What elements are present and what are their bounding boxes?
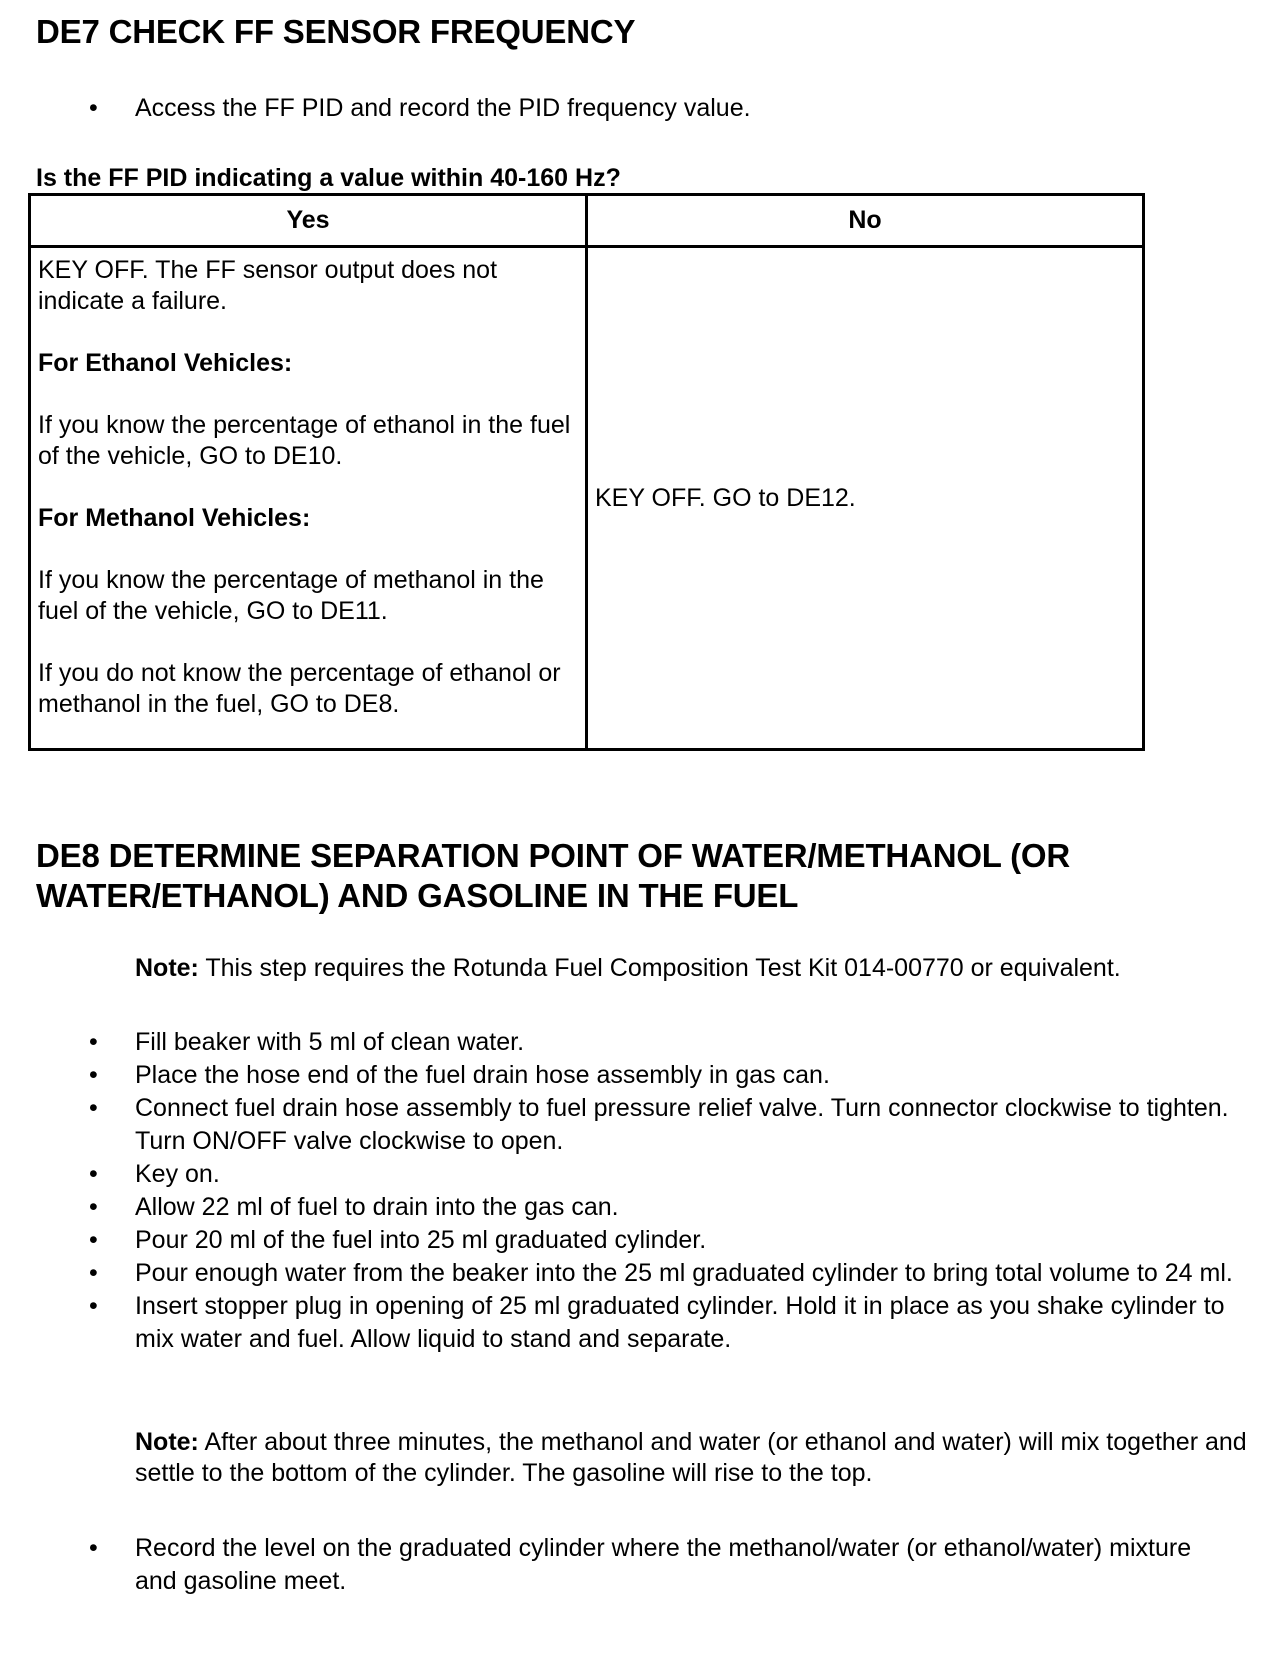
yes-column-header: Yes (30, 195, 587, 247)
yes-cell (30, 247, 587, 750)
list-item-text: Place the hose end of the fuel drain hose assembly in gas can. (135, 1061, 830, 1089)
list-item (0, 1191, 1235, 1224)
list-item (0, 1059, 1235, 1092)
yes-paragraph: If you know the percentage of ethanol in the fuel of the vehicle, GO to DE10. (38, 411, 571, 470)
bullet-icon: • (89, 1061, 98, 1089)
bullet-icon: • (89, 1028, 98, 1056)
table-header-row (30, 195, 1144, 247)
table-row (30, 247, 1144, 750)
note-label: Note: (135, 954, 199, 982)
yes-paragraph: If you know the percentage of methanol in the fuel of the vehicle, GO to DE11. (38, 566, 544, 625)
bullet-icon: • (89, 1094, 98, 1122)
yes-paragraph: If you do not know the percentage of ethanol or methanol in the fuel, GO to DE8. (38, 659, 561, 718)
de8-bullet-list (0, 1026, 1235, 1356)
bullet-icon: • (89, 1534, 98, 1562)
list-item (0, 92, 1235, 125)
no-cell: KEY OFF. GO to DE12. (587, 247, 1144, 750)
bullet-icon: • (89, 1226, 98, 1254)
list-item-text: Allow 22 ml of fuel to drain into the gas can. (135, 1193, 619, 1221)
list-item (0, 1026, 1235, 1059)
de7-heading: DE7 CHECK FF SENSOR FREQUENCY (36, 13, 636, 50)
bullet-icon: • (89, 94, 98, 122)
list-item (0, 1224, 1235, 1257)
bullet-icon: • (89, 1160, 98, 1188)
note-label: Note: (135, 1428, 199, 1456)
list-item-text: Insert stopper plug in opening of 25 ml graduated cylinder. Hold it in place as you shake cylinder to mix water and fuel. Allow liquid to stand and separate. (135, 1292, 1225, 1353)
list-item-text: Access the FF PID and record the PID frequency value. (135, 94, 751, 122)
ethanol-subheading: For Ethanol Vehicles: (38, 349, 293, 377)
de8-note (135, 1427, 1255, 1489)
de8-bullet-list-final (0, 1532, 1235, 1598)
methanol-subheading: For Methanol Vehicles: (38, 504, 311, 532)
de8-heading: DE8 DETERMINE SEPARATION POINT OF WATER/METHANOL (OR WATER/ETHANOL) AND GASOLINE IN THE FUEL (36, 837, 1071, 914)
list-item (0, 1092, 1235, 1158)
note-text: This step requires the Rotunda Fuel Composition Test Kit 014-00770 or equivalent. (198, 954, 1121, 982)
yes-paragraph: KEY OFF. The FF sensor output does not indicate a failure. (38, 256, 498, 315)
list-item-text: Key on. (135, 1160, 220, 1188)
list-item (0, 1290, 1235, 1356)
list-item-text: Record the level on the graduated cylinder where the methanol/water (or ethanol/water) mixture and gasoline meet. (135, 1534, 1192, 1595)
list-item (0, 1532, 1235, 1598)
list-item-text: Pour 20 ml of the fuel into 25 ml graduated cylinder. (135, 1226, 707, 1254)
list-item-text: Pour enough water from the beaker into the 25 ml graduated cylinder to bring total volume to 24 ml. (135, 1259, 1233, 1287)
de7-bullet-list (0, 92, 1235, 125)
no-column-header: No (587, 195, 1144, 247)
bullet-icon: • (89, 1292, 98, 1320)
de7-question: Is the FF PID indicating a value within 40-160 Hz? (36, 164, 621, 192)
note-text: After about three minutes, the methanol and water (or ethanol and water) will mix together and settle to the bottom of the cylinder. The gasoline will rise to the top. (135, 1428, 1247, 1487)
de8-note (135, 953, 1255, 984)
list-item (0, 1158, 1235, 1191)
bullet-icon: • (89, 1193, 98, 1221)
decision-table (28, 193, 1145, 751)
list-item-text: Connect fuel drain hose assembly to fuel pressure relief valve. Turn connector clockwise to tighten. Turn ON/OFF valve clockwise to open. (135, 1094, 1229, 1155)
list-item (0, 1257, 1235, 1290)
bullet-icon: • (89, 1259, 98, 1287)
list-item-text: Fill beaker with 5 ml of clean water. (135, 1028, 525, 1056)
